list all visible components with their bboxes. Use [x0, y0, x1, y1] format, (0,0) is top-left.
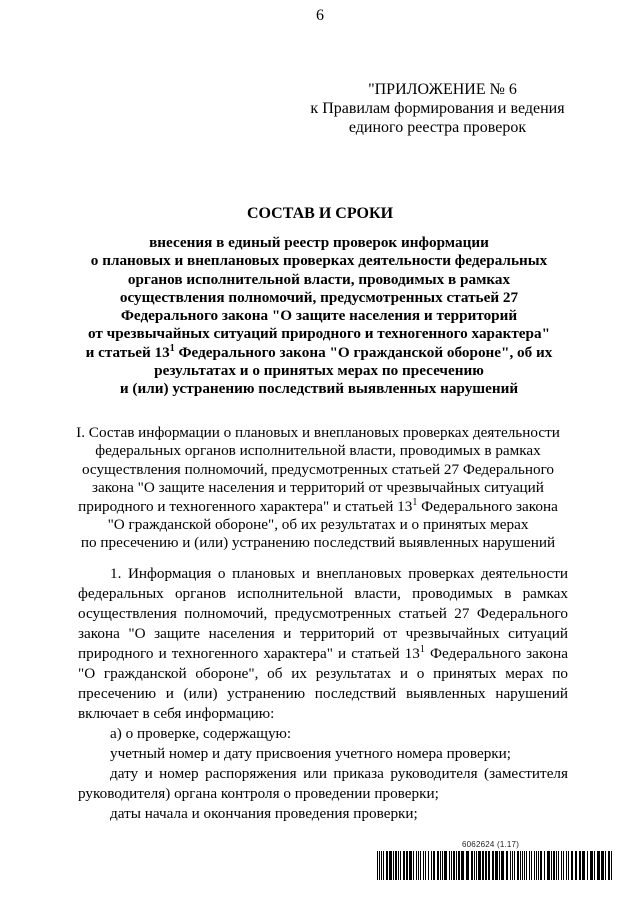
subtitle-text: и статьей 13 — [85, 343, 170, 361]
appendix-line-1: "ПРИЛОЖЕНИЕ № 6 — [368, 81, 517, 98]
section-heading-line: федеральных органов исполнительной власти, проводимых в рамках — [95, 442, 541, 460]
subtitle-line: органов исполнительной власти, проводимых в рамках — [127, 270, 511, 288]
appendix-header — [290, 80, 585, 137]
appendix-line-2: к Правилам формирования и ведения — [310, 100, 565, 117]
section-heading-line: по пресечению и (или) устранению последствий выявленных нарушений — [80, 534, 556, 552]
section-heading-line: "О гражданской обороне", об их результатах и о принятых мерах — [107, 516, 529, 534]
subtitle-line: внесения в единый реестр проверок информации — [149, 234, 489, 251]
barcode-icon — [376, 851, 614, 880]
section-heading-line: осуществления полномочий, предусмотренных статьей 27 Федерального — [81, 460, 555, 478]
list-item: даты начала и окончания проведения проверки; — [110, 805, 418, 822]
barcode — [376, 851, 614, 880]
section-heading — [68, 424, 568, 553]
section-heading-line: закона "О защите населения и территорий от чрезвычайных ситуаций — [92, 479, 544, 497]
body-text — [78, 564, 568, 824]
subtitle-line: результатах и о принятых мерах по пресечению — [154, 362, 484, 380]
heading-text: Федерального закона — [417, 497, 558, 515]
superscript: 1 — [412, 496, 418, 508]
barcode-number: 6062624 (1.17) — [462, 840, 520, 849]
subtitle-text: Федерального закона "О гражданской обороне", об их — [174, 343, 553, 361]
list-item: учетный номер и дату присвоения учетного номера проверки; — [110, 745, 512, 762]
heading-text: природного и техногенного характера" и статьей 13 — [78, 497, 413, 515]
list-item: а) о проверке, содержащую: — [110, 725, 292, 742]
document-subtitle — [74, 234, 564, 399]
subtitle-line: Федерального закона "О защите населения и территорий — [120, 307, 518, 325]
subtitle-line: осуществления полномочий, предусмотренных статьей 27 — [119, 288, 519, 306]
paragraph-text: Федерального закона "О гражданской обороне", об их результатах и о принятых мерах по пресечению и (или) устранению последствий выявленных нарушений включает в себя информацию: — [78, 645, 568, 722]
page-number: 6 — [316, 7, 324, 24]
superscript: 1 — [419, 643, 425, 655]
subtitle-line: от чрезвычайных ситуаций природного и техногенного характера" — [87, 325, 551, 343]
paragraph-text: 1. Информация о плановых и внеплановых проверках деятельности федеральных органов исполнительной власти, проводимых в рамках осуществления полномочий, предусмотренных статьей 27 Федерального закона "О защите населения и территорий от чрезвычайных ситуаций природного и техногенного характера" и статьей 13 — [78, 565, 568, 662]
list-item: дату и номер распоряжения или приказа руководителя (заместителя руководителя) органа контроля о проведении проверки; — [78, 765, 568, 802]
paragraph-1 — [78, 564, 568, 724]
appendix-line-3: единого реестра проверок — [348, 119, 527, 136]
subtitle-line: о плановых и внеплановых проверках деятельности федеральных — [90, 252, 548, 270]
superscript: 1 — [169, 342, 175, 354]
section-heading-line: I. Состав информации о плановых и внеплановых проверках деятельности — [76, 424, 560, 441]
subtitle-line — [74, 344, 564, 362]
section-heading-line — [68, 498, 568, 516]
subtitle-line: и (или) устранению последствий выявленных нарушений — [119, 380, 519, 398]
document-title: СОСТАВ И СРОКИ — [246, 205, 394, 222]
